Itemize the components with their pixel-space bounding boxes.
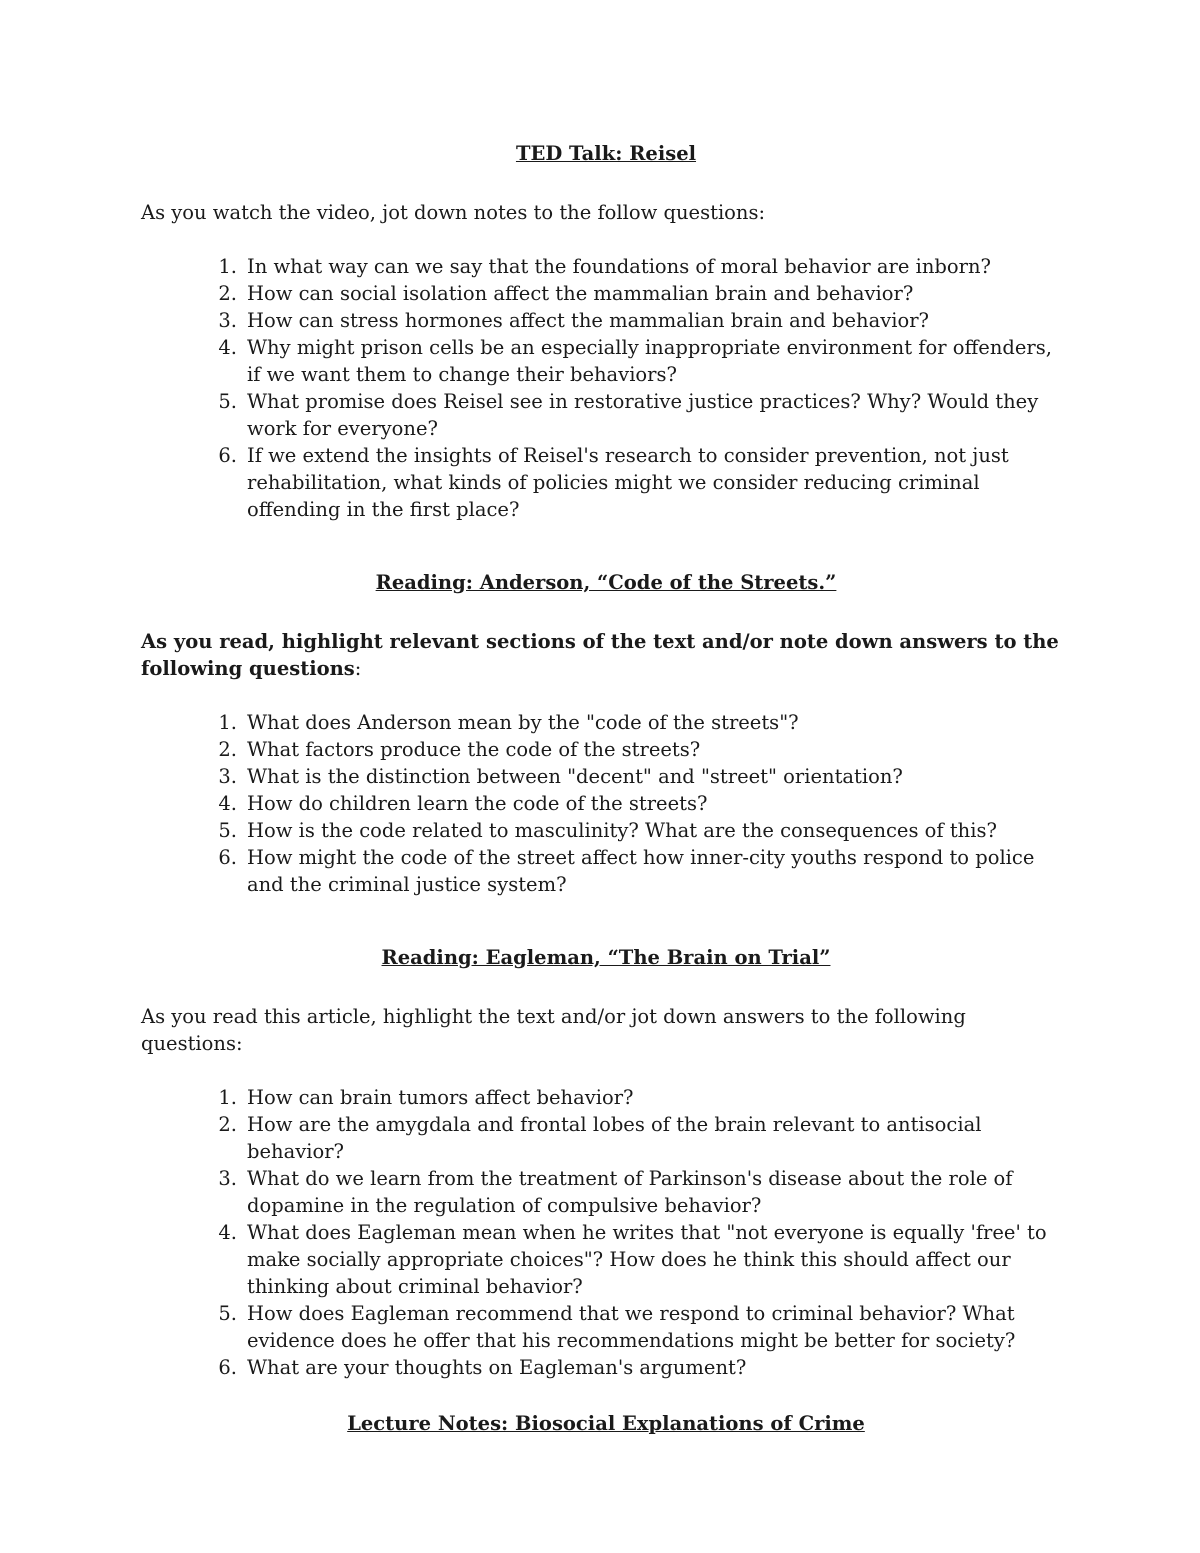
question-text: How is the code related to masculinity? What are the consequences of this? xyxy=(247,819,997,842)
section-heading-ted-talk: TED Talk: Reisel xyxy=(515,142,697,165)
section-intro-anderson-tail: : xyxy=(354,657,362,680)
question-number: 1. xyxy=(218,1086,237,1109)
question-item xyxy=(141,763,1071,790)
question-text: Why might prison cells be an especially inappropriate environment for offenders, if we want them to change their behaviors? xyxy=(247,336,1052,386)
question-text: How can stress hormones affect the mammalian brain and behavior? xyxy=(247,309,929,332)
question-number: 5. xyxy=(218,390,237,413)
document-page xyxy=(141,140,1071,1437)
question-text: How can social isolation affect the mammalian brain and behavior? xyxy=(247,282,914,305)
question-number: 6. xyxy=(218,1356,237,1379)
question-item xyxy=(141,253,1071,280)
spacer xyxy=(141,1057,1071,1084)
question-item xyxy=(141,388,1071,442)
question-number: 6. xyxy=(218,846,237,869)
question-item xyxy=(141,817,1071,844)
question-item xyxy=(141,790,1071,817)
spacer xyxy=(141,167,1071,199)
question-list-eagleman xyxy=(141,1084,1071,1381)
spacer xyxy=(141,226,1071,253)
question-item xyxy=(141,334,1071,388)
section-intro-eagleman: As you read this article, highlight the text and/or jot down answers to the following questions: xyxy=(141,1005,966,1055)
question-item xyxy=(141,307,1071,334)
question-number: 5. xyxy=(218,1302,237,1325)
question-text: If we extend the insights of Reisel's research to consider prevention, not just rehabilitation, what kinds of policies might we consider reducing criminal offending in the first place? xyxy=(247,444,1009,521)
question-item xyxy=(141,442,1071,523)
question-number: 3. xyxy=(218,309,237,332)
question-item xyxy=(141,1111,1071,1165)
question-text: What does Anderson mean by the "code of the streets"? xyxy=(247,711,799,734)
question-item xyxy=(141,1084,1071,1111)
question-number: 4. xyxy=(218,336,237,359)
question-item xyxy=(141,280,1071,307)
question-text: What are your thoughts on Eagleman's argument? xyxy=(247,1356,747,1379)
spacer xyxy=(141,898,1071,944)
question-number: 2. xyxy=(218,738,237,761)
question-number: 6. xyxy=(218,444,237,467)
question-text: How do children learn the code of the streets? xyxy=(247,792,708,815)
question-number: 1. xyxy=(218,711,237,734)
question-text: What is the distinction between "decent" and "street" orientation? xyxy=(247,765,903,788)
question-text: What does Eagleman mean when he writes that "not everyone is equally 'free' to make socially appropriate choices"? How does he think this should affect our thinking about criminal behavior? xyxy=(247,1221,1047,1298)
question-text: How might the code of the street affect how inner-city youths respond to police and the criminal justice system? xyxy=(247,846,1035,896)
question-text: What do we learn from the treatment of Parkinson's disease about the role of dopamine in the regulation of compulsive behavior? xyxy=(247,1167,1013,1217)
question-number: 4. xyxy=(218,1221,237,1244)
question-number: 5. xyxy=(218,819,237,842)
section-heading-eagleman: Reading: Eagleman, “The Brain on Trial” xyxy=(381,946,831,969)
section-intro-anderson xyxy=(141,628,1071,682)
question-item xyxy=(141,1165,1071,1219)
section-intro-anderson-bold: As you read, highlight relevant sections of the text and/or note down answers to the following questions xyxy=(141,630,1059,680)
section-intro-ted-talk: As you watch the video, jot down notes to the follow questions: xyxy=(141,201,766,224)
spacer xyxy=(141,523,1071,569)
question-item xyxy=(141,844,1071,898)
section-heading-lecture-notes: Lecture Notes: Biosocial Explanations of Crime xyxy=(347,1412,865,1435)
question-text: What promise does Reisel see in restorative justice practices? Why? Would they work for everyone? xyxy=(247,390,1039,440)
spacer xyxy=(141,596,1071,628)
question-number: 4. xyxy=(218,792,237,815)
question-list-ted-talk xyxy=(141,253,1071,523)
question-number: 3. xyxy=(218,1167,237,1190)
question-number: 3. xyxy=(218,765,237,788)
spacer xyxy=(141,682,1071,709)
question-number: 2. xyxy=(218,1113,237,1136)
section-heading-anderson: Reading: Anderson, “Code of the Streets.” xyxy=(375,571,837,594)
question-text: How does Eagleman recommend that we respond to criminal behavior? What evidence does he offer that his recommendations might be better for society? xyxy=(247,1302,1016,1352)
question-item xyxy=(141,1354,1071,1381)
question-item xyxy=(141,709,1071,736)
question-item xyxy=(141,736,1071,763)
question-item xyxy=(141,1300,1071,1354)
spacer xyxy=(141,1381,1071,1410)
question-item xyxy=(141,1219,1071,1300)
question-number: 2. xyxy=(218,282,237,305)
question-text: How can brain tumors affect behavior? xyxy=(247,1086,634,1109)
question-list-anderson xyxy=(141,709,1071,898)
question-text: What factors produce the code of the streets? xyxy=(247,738,701,761)
question-number: 1. xyxy=(218,255,237,278)
question-text: How are the amygdala and frontal lobes of the brain relevant to antisocial behavior? xyxy=(247,1113,982,1163)
spacer xyxy=(141,971,1071,1003)
question-text: In what way can we say that the foundations of moral behavior are inborn? xyxy=(247,255,991,278)
